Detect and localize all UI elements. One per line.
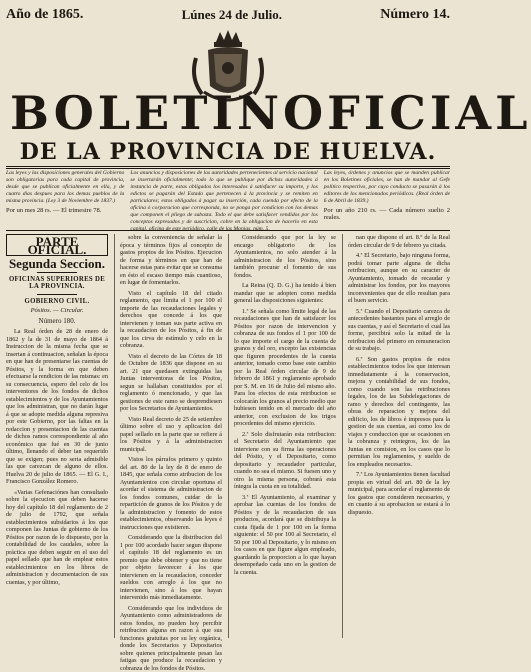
- paragraph: Considerando que la distribucion del 1 por 100 acordado hacer segun dispone el capítulo 18 del reglamento es un premio que debe obtener y que no tiene por objeto favorecer á los que intervienen en la recaudacion, conceder sueldos con arreglo á los que no intervienen, sino á los que hayan intervenido más inmediatamente.: [120, 534, 222, 602]
- branch-heading: Pósitos. — Circular.: [6, 307, 108, 315]
- notices-rule: [6, 230, 450, 231]
- column-4: [342, 234, 450, 638]
- notice-left: [6, 170, 124, 228]
- issue-number: Número 14.: [380, 7, 450, 23]
- year-label: Año de 1865.: [6, 7, 83, 23]
- notice-row: [6, 170, 450, 228]
- notice-center-text: Los anuncios y disposiciones de las autoridades pertenecientes al servicio nacional se insertarán oficialmente; todo lo que se publique por dichas autoridades á instancia de parte, estas obligados los interesados á satisfacer su importe, y los edictos se pagarán del Estado que pertenecen á la provincia y se remiten en particulares; estos obligados á pagar su inserción, cada cuenda por efecto de la oficina ó corporacion que corresponda, no se ponga por condicion con los demas que componen el pliego de subasta. Todo el que debe satisfacer vendidos por los conceptos expresados y de suscricion, cobre en la obligacion de hacerlo en esta capital, oficina de este periódico, calle de las Monjas, núm. 5.: [130, 170, 317, 233]
- notice-left-text: Las leyes y las disposiciones generales del Gobierno son obligatorias para cada capital de provincia, desde que se publican oficialmente en ella, y de cuatro dias despues para los demas pueblos de la misma provincia. (Ley 3 de Noviembre de 1837.): [6, 170, 124, 205]
- paragraph: Visto Real decreto de 25 de setiembre último sobre el uso y aplicacion del papel sellado en la parte que se refiere á los Pósitos y á la administracion municipal.: [120, 416, 222, 454]
- paragraph: 6.ª Son gastos propios de estos establecimientos todos los que interesan inmediatamente á la conservacion, mejora y contabilidad de sus fondos, como cuando son las retribuciones legales, los de las Subdelegaciones de ramo y derechos del contingente, las obras de reparacion y mejora del edificio, los de libros é impresos para la gestion de sus cuentas, así como los de viajes y conduccion que se ocasionen en la cobranza y reintegros, los de las Juntas en comision, en los casos que lo permitan los reglamentos, y sueldo de los empleados necesarios.: [348, 356, 450, 469]
- paragraph: 4.ª El Secretario, bajo ninguna forma, podrá tomar parte alguna de dicha retribucion, aunque en su caracter de Ayuntamiento, tomado de recaudar y administrar los fondos, por los mayores inconvenientes que de ello resultan para el buen servicio.: [348, 252, 450, 305]
- paragraph: 2.ª Solo disfrutarán esta retribucion: el Secretario del Ayuntamiento que interviene con su firma las operaciones del Pósito, y el Depositario, como depositario y recaudador particular, cuando no sea el mismo. Si fuesen uno y otro la misma persona, cobrará esta íntegra la cuota en su totalidad.: [234, 431, 336, 491]
- column-2: [114, 234, 222, 638]
- title-right: OFICIAL: [283, 86, 531, 140]
- paragraph: 7.ª Los Ayuntamientos tienen facultad propia en virtud del art. 80 de la ley municipal, para acordar el reglamento de los gastos que consideren necesarios, y en cuanto á su aprobacion se estará á lo dispuesto.: [348, 471, 450, 516]
- masthead-topline: [6, 4, 450, 26]
- column-1: [6, 234, 108, 638]
- paragraph: sobre la conveniencia de señalar la época y términos fijos al concepto de gastos propios de los Pósitos. Ejecucion de forma y términos en que han de hacerse estas para evitar que se consuma en ésto el escaso tiempo más cuantioso, en lugar de fomentarlos.: [120, 234, 222, 287]
- circular-number: Número 180.: [6, 318, 108, 326]
- notice-right-text: Las leyes, órdenes y anuncios que se manden publicar en los Boletines oficiales, se han de mandar al Gefe político respectivo, por cuyo conducto se pasarán á los editores de los mencionados periódicos. (Real órden de 6 de Abril de 1839.): [324, 170, 450, 205]
- date-label: Lúnes 24 de Julio.: [182, 7, 282, 23]
- paragraph: Considerando que por la ley se encargo obligatorio de los Ayuntamientos, no solo atender á la administracion de los Pósitos, sino también procurar el fomento de sus fondos.: [234, 234, 336, 279]
- office-heading: OFICINAS SUPERIORES DE LA PROVINCIA.: [6, 276, 108, 291]
- paragraph: La Reina (Q. D. G.) ha tenido á bien mandar que se adopten como medida general las disposiciones siguientes:: [234, 282, 336, 305]
- paragraph: Considerando que los individuos de Ayuntamiento como administradores de estos fondos, no pueden hoy percibir retribucion alguna en razon á que sus funciones gratuitas por su ley orgánica, donde los Secretarios y Depositarios sobre quienes principalmente pesan las fatigas que produce la recaudacion y cobranza de los fondos de Pósitos.: [120, 605, 222, 672]
- paragraph: Visto el decreto de las Córtes de 18 de Octubre de 1836 que dispone en su art. 21 que quedasen extinguidas las Juntas interventoras de los Pósitos, segun se hallaban constituidos por el reglamento ó mencionado, y que las gestiones de este ramo se desprendiesen por los Secretarios de Ayuntamientos.: [120, 353, 222, 413]
- paragraph: 1.ª Se señala como límite legal de las recaudaciones que han de satisfacer los Pósitos por razon de intervencion y cobranza de sus fondos el 1 por 100 de lo que importe el cargo de la cuenta de granos y del oro, excepto las existencias que figuren procedentes de la cuenta anterior, tomado como base este cambio por la Real órden circular de 9 de febrero de 1861 y reglamento aprobado por S. M. en 16 de Julio del mismo año. Para los efectos de esta retribucion se colocarán los granos al precio medio que hubiesen tenido en el mercado del año anterior, con exclusion de los trigos procedentes del mismo ejercicio.: [234, 308, 336, 428]
- subscription-price-left: Por un mes 28 rs. — El trimestre 78.: [6, 207, 124, 214]
- column-3: [228, 234, 336, 638]
- masthead-rule: [6, 166, 450, 169]
- paragraph: 3.ª El Ayuntamiento, al examinar y aprobar las cuentas de los fondos de Pósitos y de la recaudacion de sus productos, acordará que se distribuya la cuota fijada de 1 por 100 en la forma siguiente: el 50 por 100 al Secretario, el 50 por 100 al Depositario, y lo mismo en los casos en que figure algun empleado, guardando la proporcion a lo que hayan desempeñado cada uno en la gestion de la cuenta.: [234, 494, 336, 577]
- government-heading: GOBIERNO CIVIL.: [6, 298, 108, 306]
- paragraph: Vistos los párrafos primero y quinto del art. 80 de la ley de 8 de enero de 1845, que señala como atribucion de los Ayuntamientos con circular oportuna el acordar el sistema de administracion de los fondos comunes, cuidar de la repartición de granos de los Pósitos y de la administracion y fomento de estos establecimientos, observando las leyes é instrucciones que existieren.: [120, 456, 222, 531]
- paragraph: 5.ª Cuando el Depositario carezca de antecedentes bastantes para el arreglo de sus cuentas, y así el Secretario el cual las forme, percibirá solo la mitad de la retribucion del primero en remuneracion de su trabajo.: [348, 308, 450, 353]
- masthead-title: [10, 80, 446, 146]
- notice-right: [324, 170, 450, 228]
- part-heading: PARTE OFICIAL.: [6, 234, 108, 256]
- subscription-price-right: Por un año 210 rs. — Cada número suelto 2 reales.: [324, 207, 450, 221]
- paragraph: La Real órden de 28 de enero de 1862 y la de 31 de mayo de 1864 á Instruccion de la misma fecha que se insertan á continuacion, señalan la época en que han de presentarse las cuentas de Pósitos, y la forma en que deben efectuarse la rendicion de las mismas: en su consecuencia, espero del celo de los interventores de los fondos de dichos establecimientos y de los Ayuntamientos que los administran, que no darán lugar á que se adopte medida alguna represiva por este Gobierno, por las faltas en la redaccion y presentacion de las cuentas de dichos ramos correspondiente al año económico que fué en 30 de junio último, llenando el deber tan requerido que se exigen; pues no seria admisible las que carezcan de alguno de ellos. Huelva 20 de julio de 1865. — El G. I., Francisco González Romero.: [6, 328, 108, 486]
- section-heading: Segunda Seccion.: [6, 260, 108, 268]
- article-columns: [6, 234, 450, 638]
- title-left: BOLETIN: [10, 86, 283, 140]
- notice-center: [130, 170, 317, 228]
- divider: [37, 294, 77, 295]
- divider: [37, 272, 77, 273]
- paragraph: nan que dispone el art. 8.º de la Real órden circular de 9 de febrero ya citada.: [348, 234, 450, 249]
- paragraph: Visto el capítulo 18 del citado reglamento, que limita el 1 por 100 el importe de las recaudaciones legales y derechos que concede á los que intervienen y toman sus parte activa en la recaudacion de los Pósitos, á fin de que los cirva de estímulo y celo en la cobranza.: [120, 290, 222, 350]
- paragraph: «Varias Gefenaciónes han consultado sobre la ejecucion que deben hacerse hoy del capítulo 18 del reglamento de 2 de julio de 1792, que señala establecimientos subsidarios á los que componen las Juntas de gobierno de los Pósitos por razon de lo dispuesto, por la contabilidad de los caudales, sobre la práctica que deben seguir en el uso del papel sellado que han de emplear estos establecimientos en los libros de administracion y documentacion de sus cuentas, y por último,: [6, 489, 108, 587]
- masthead-subtitle: DE LA PROVINCIA DE HUELVA.: [0, 139, 456, 165]
